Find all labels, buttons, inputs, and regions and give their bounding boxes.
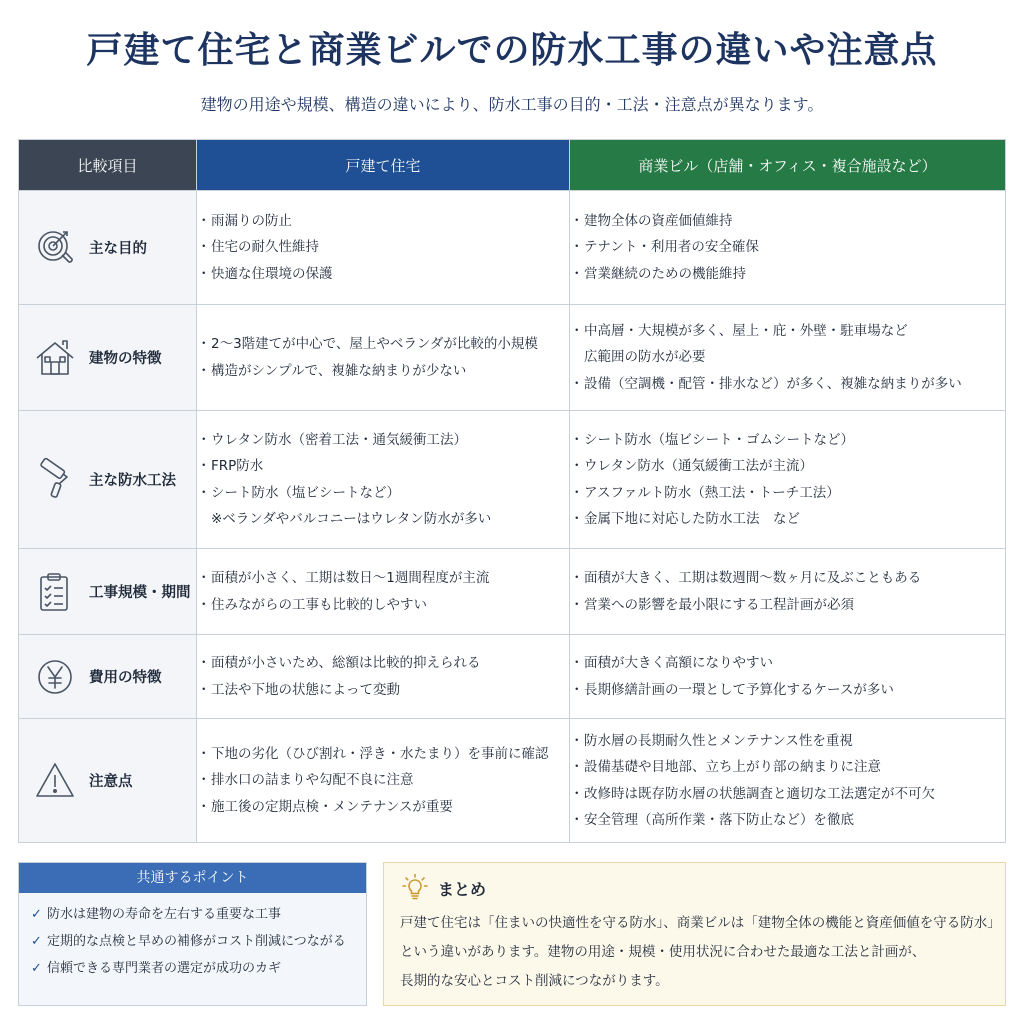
comparison-table bbox=[18, 139, 1006, 843]
list-item: ・シート防水（塩ビシート・ゴムシートなど） bbox=[570, 431, 854, 448]
list-item: ・ウレタン防水（通気緩衝工法が主流） bbox=[570, 458, 813, 474]
row-label-cell bbox=[19, 305, 197, 411]
table-row bbox=[19, 719, 1006, 843]
list-item: ・金属下地に対応した防水工法 など bbox=[570, 511, 800, 527]
table-header-row bbox=[19, 140, 1006, 191]
row-label-cell bbox=[19, 191, 197, 305]
row-label-cell bbox=[19, 635, 197, 719]
list-item: ・中高層・大規模が多く、屋上・庇・外壁・駐車場など bbox=[570, 322, 908, 339]
common-points-box bbox=[18, 862, 367, 1006]
row-label: 工事規模・期間 bbox=[89, 585, 191, 601]
house-cell bbox=[197, 719, 570, 843]
list-item: ・改修時は既存防水層の状態調査と適切な工法選定が不可欠 bbox=[570, 785, 935, 802]
list-item: ・快適な住環境の保護 bbox=[197, 265, 333, 282]
building-cell bbox=[570, 191, 1006, 305]
row-label-cell bbox=[19, 411, 197, 549]
summary-title: まとめ bbox=[438, 879, 487, 899]
row-label: 主な目的 bbox=[89, 241, 147, 257]
list-item: ・シート防水（塩ビシートなど） bbox=[197, 484, 400, 501]
header-commercial-building: 商業ビル（店舗・オフィス・複合施設など） bbox=[570, 140, 1006, 191]
summary-box bbox=[383, 862, 1006, 1006]
list-item: ・構造がシンプルで、複雑な納まりが少ない bbox=[197, 362, 467, 379]
house-cell bbox=[197, 549, 570, 635]
building-cell bbox=[570, 549, 1006, 635]
list-item: ・長期修繕計画の一環として予算化するケースが多い bbox=[570, 681, 894, 698]
check-icon: ✓ bbox=[31, 961, 42, 976]
list-item: ・営業継続のための機能維持 bbox=[570, 265, 746, 282]
list-item: 広範囲の防水が必要 bbox=[584, 349, 706, 366]
table-row bbox=[19, 191, 1006, 305]
list-item: ・アスファルト防水（熱工法・トーチ工法） bbox=[570, 484, 840, 501]
common-point-item: ✓ 防水は建物の寿命を左右する重要な工事 bbox=[31, 901, 366, 928]
page-subtitle: 建物の用途や規模、構造の違いにより、防水工事の目的・工法・注意点が異なります。 bbox=[200, 95, 824, 114]
header-detached-house: 戸建て住宅 bbox=[197, 140, 570, 191]
row-label-cell bbox=[19, 719, 197, 843]
lightbulb-icon bbox=[400, 873, 430, 903]
building-cell bbox=[570, 635, 1006, 719]
summary-line: という違いがあります。建物の用途・規模・使用状況に合わせた最適な工法と計画が、 bbox=[400, 944, 926, 960]
paint-roller-icon bbox=[33, 458, 89, 502]
list-item: ・設備（空調機・配管・排水など）が多く、複雑な納まりが多い bbox=[570, 375, 962, 392]
row-label-cell bbox=[19, 549, 197, 635]
common-points-list bbox=[19, 901, 366, 982]
house-cell bbox=[197, 191, 570, 305]
check-icon: ✓ bbox=[31, 907, 42, 922]
common-point-item: ✓ 信頼できる専門業者の選定が成功のカギ bbox=[31, 955, 366, 982]
list-item: ・FRP防水 bbox=[197, 458, 264, 474]
list-item: ・2〜3階建てが中心で、屋上やベランダが比較的小規模 bbox=[197, 336, 538, 352]
list-item: ・排水口の詰まりや勾配不良に注意 bbox=[197, 772, 414, 789]
row-label: 建物の特徴 bbox=[89, 351, 162, 367]
common-points-title: 共通するポイント bbox=[19, 863, 366, 893]
yen-icon bbox=[33, 655, 89, 699]
list-item: ・営業への影響を最小限にする工程計画が必須 bbox=[570, 596, 854, 613]
list-item: ・安全管理（高所作業・落下防止など）を徹底 bbox=[570, 812, 854, 828]
list-item: ・建物全体の資産価値維持 bbox=[570, 212, 733, 229]
summary-line: 戸建て住宅は「住まいの快適性を守る防水」、商業ビルは「建物全体の機能と資産価値を守る防水」 bbox=[400, 915, 1001, 931]
list-item: ・防水層の長期耐久性とメンテナンス性を重視 bbox=[570, 732, 853, 749]
list-item: ・工法や下地の状態によって変動 bbox=[197, 681, 400, 698]
list-item: ・雨漏りの防止 bbox=[197, 212, 292, 229]
house-icon bbox=[33, 336, 89, 380]
row-label: 主な防水工法 bbox=[89, 473, 176, 489]
row-label: 注意点 bbox=[89, 774, 133, 790]
summary-text bbox=[400, 909, 1005, 996]
warning-icon bbox=[33, 759, 89, 803]
list-item: ・テナント・利用者の安全確保 bbox=[570, 239, 759, 256]
list-item: ・面積が小さく、工期は数日〜1週間程度が主流 bbox=[197, 570, 490, 586]
list-item: ・住みながらの工事も比較的しやすい bbox=[197, 596, 427, 613]
header-comparison-item: 比較項目 bbox=[19, 140, 197, 191]
check-icon: ✓ bbox=[31, 934, 42, 949]
table-row bbox=[19, 549, 1006, 635]
house-cell bbox=[197, 305, 570, 411]
building-cell bbox=[570, 719, 1006, 843]
common-point-item: ✓ 定期的な点検と早めの補修がコスト削減につながる bbox=[31, 928, 366, 955]
list-item: ※ベランダやバルコニーはウレタン防水が多い bbox=[211, 511, 492, 527]
building-cell bbox=[570, 411, 1006, 549]
list-item: ・施工後の定期点検・メンテナンスが重要 bbox=[197, 798, 453, 815]
list-item: ・ウレタン防水（密着工法・通気緩衝工法） bbox=[197, 431, 467, 448]
row-label: 費用の特徴 bbox=[89, 670, 162, 686]
target-icon bbox=[33, 226, 89, 270]
list-item: ・面積が大きく高額になりやすい bbox=[570, 655, 773, 671]
list-item: ・面積が大きく、工期は数週間〜数ヶ月に及ぶこともある bbox=[570, 570, 922, 586]
table-row bbox=[19, 305, 1006, 411]
summary-line: 長期的な安心とコスト削減につながります。 bbox=[400, 973, 669, 989]
list-item: ・設備基礎や目地部、立ち上がり部の納まりに注意 bbox=[570, 759, 881, 775]
list-item: ・住宅の耐久性維持 bbox=[197, 239, 319, 256]
clipboard-icon bbox=[33, 570, 89, 614]
list-item: ・下地の劣化（ひび割れ・浮き・水たまり）を事前に確認 bbox=[197, 745, 549, 762]
house-cell bbox=[197, 635, 570, 719]
building-cell bbox=[570, 305, 1006, 411]
house-cell bbox=[197, 411, 570, 549]
page-title: 戸建て住宅と商業ビルでの防水工事の違いや注意点 bbox=[86, 30, 938, 71]
list-item: ・面積が小さいため、総額は比較的抑えられる bbox=[197, 655, 481, 671]
table-row bbox=[19, 411, 1006, 549]
table-row bbox=[19, 635, 1006, 719]
